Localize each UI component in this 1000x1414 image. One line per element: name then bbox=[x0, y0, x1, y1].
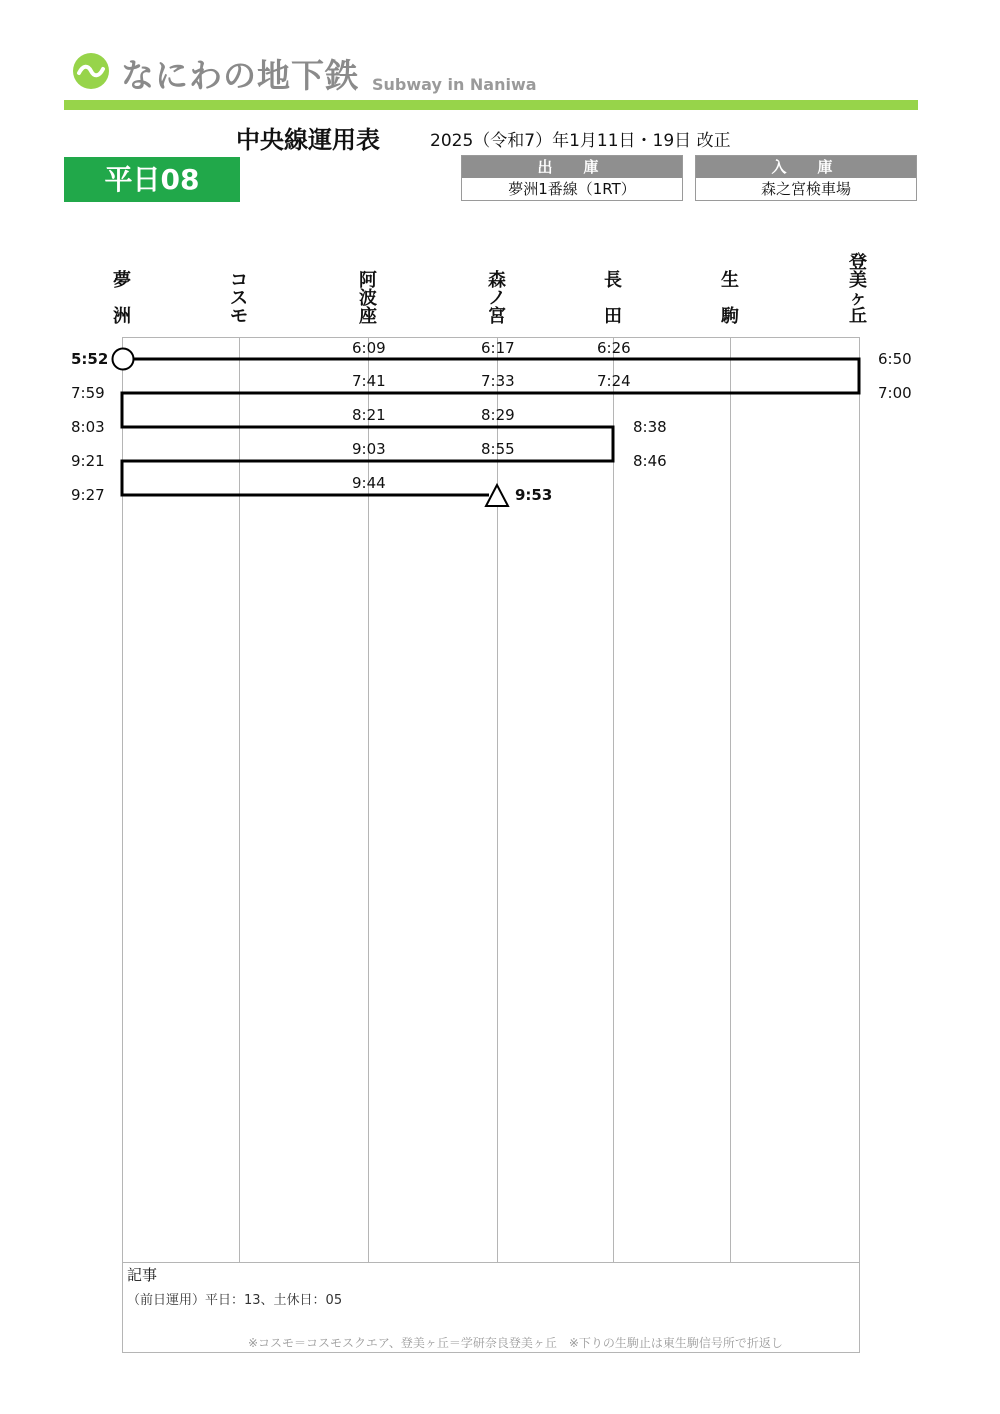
time-label: 8:03 bbox=[71, 418, 105, 436]
revision-date: 2025（令和7）年1月11日・19日 改正 bbox=[430, 131, 731, 151]
page-title: 中央線運用表 bbox=[236, 126, 380, 154]
time-label: 8:38 bbox=[633, 418, 667, 436]
time-label: 7:00 bbox=[878, 384, 912, 402]
station-char: 美 bbox=[849, 270, 867, 291]
station-char: 登 bbox=[849, 252, 867, 273]
time-label: 6:26 bbox=[597, 339, 631, 357]
notes-title: 記事 bbox=[127, 1266, 158, 1284]
arrive-triangle bbox=[486, 485, 508, 506]
station-char: 駒 bbox=[721, 306, 739, 327]
station-char: 座 bbox=[359, 306, 377, 327]
station-char: 洲 bbox=[113, 306, 131, 327]
station-char: ヶ bbox=[849, 288, 867, 309]
time-label: 9:21 bbox=[71, 452, 105, 470]
station-char: 生 bbox=[721, 270, 739, 291]
station-char: コ bbox=[230, 270, 248, 291]
time-label: 9:27 bbox=[71, 486, 105, 504]
station-char: 長 bbox=[604, 270, 622, 291]
station-char: モ bbox=[230, 306, 248, 327]
time-label: 8:29 bbox=[481, 406, 515, 424]
time-label: 5:52 bbox=[71, 350, 109, 368]
arrive-value: 森之宮検車場 bbox=[760, 180, 851, 198]
time-label: 9:53 bbox=[515, 486, 553, 504]
time-label: 7:33 bbox=[481, 372, 515, 390]
station-char: ス bbox=[230, 288, 248, 309]
time-label: 9:03 bbox=[352, 440, 386, 458]
depart-value: 夢洲1番線（1RT） bbox=[508, 180, 636, 198]
station-char: 森 bbox=[488, 270, 506, 291]
arrive-heading: 入 庫 bbox=[696, 156, 916, 178]
depart-circle bbox=[113, 349, 134, 370]
footnote: ※コスモ＝コスモスクエア、登美ヶ丘＝学研奈良登美ヶ丘 ※下りの生駒止は東生駒信号所で折返し bbox=[248, 1336, 783, 1350]
time-label: 8:55 bbox=[481, 440, 515, 458]
time-label: 8:21 bbox=[352, 406, 386, 424]
time-label: 6:09 bbox=[352, 339, 386, 357]
logo-text: なにわの地下鉄 bbox=[121, 56, 359, 95]
diagram-frame bbox=[123, 338, 860, 1353]
time-label: 7:24 bbox=[597, 372, 631, 390]
depart-heading: 出 庫 bbox=[462, 156, 682, 178]
time-label: 7:41 bbox=[352, 372, 386, 390]
station-char: 田 bbox=[604, 306, 622, 327]
previous-day-note: （前日運用）平日：13、土休日：05 bbox=[127, 1293, 343, 1308]
station-char: 波 bbox=[359, 288, 377, 309]
logo-subtitle: Subway in Naniwa bbox=[372, 75, 537, 94]
time-label: 9:44 bbox=[352, 474, 386, 492]
station-char: ノ bbox=[488, 288, 506, 309]
time-label: 6:50 bbox=[878, 350, 912, 368]
time-label: 6:17 bbox=[481, 339, 515, 357]
station-char: 丘 bbox=[849, 306, 867, 327]
time-label: 7:59 bbox=[71, 384, 105, 402]
station-char: 阿 bbox=[359, 270, 377, 291]
operation-badge: 平日08 bbox=[64, 157, 240, 202]
station-char: 夢 bbox=[113, 270, 131, 291]
station-char: 宮 bbox=[488, 306, 506, 327]
time-label: 8:46 bbox=[633, 452, 667, 470]
